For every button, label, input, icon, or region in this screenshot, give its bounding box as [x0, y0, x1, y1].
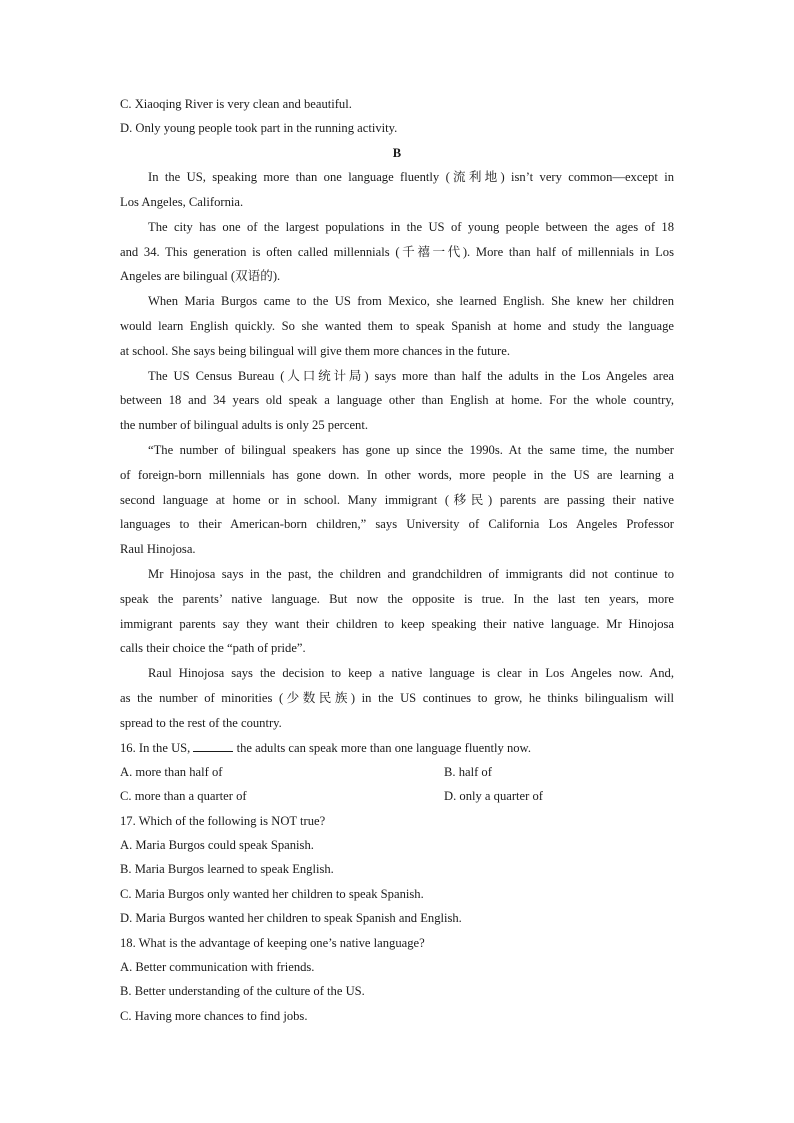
- passage-line: immigrant parents say they want their children to keep speaking their native language. Mr Hinojosa: [120, 616, 674, 631]
- passage-line: Raul Hinojosa.: [120, 542, 196, 557]
- passage-paragraph-5: [120, 438, 674, 562]
- passage-line: second language at home or in school. Many immigrant (移民) parents are passing their native: [120, 492, 674, 507]
- passage-line: Raul Hinojosa says the decision to keep a native language is clear in Los Angeles now. And,: [148, 666, 674, 681]
- passage-line: spread to the rest of the country.: [120, 715, 282, 730]
- passage-line: the number of bilingual adults is only 25 percent.: [120, 418, 368, 433]
- option-c: C. Maria Burgos only wanted her children to speak Spanish.: [120, 886, 424, 901]
- passage-line: Mr Hinojosa says in the past, the children and grandchildren of immigrants did not continue to: [148, 566, 674, 581]
- option-c: C. more than a quarter of: [120, 789, 247, 804]
- passage-line: The US Census Bureau (人口统计局) says more than half the adults in the Los Angeles area: [148, 368, 674, 383]
- option-a: A. more than half of: [120, 764, 223, 779]
- question-16-stem-start: 16. In the US,: [120, 740, 191, 755]
- passage-line: and 34. This generation is often called millennials (千禧一代). More than half of millennials in Los: [120, 244, 674, 259]
- prev-option-d: D. Only young people took part in the running activity.: [120, 121, 398, 136]
- content-column: [120, 92, 674, 1028]
- passage-line: In the US, speaking more than one language fluently (流利地) isn’t very common—except in: [148, 170, 674, 185]
- question-16-stem-end: the adults can speak more than one language fluently now.: [236, 740, 531, 755]
- question-16-options-row-1: [120, 760, 674, 784]
- passage-line: of foreign-born millennials has gone down. In other words, more people in the US are learning a: [120, 467, 674, 482]
- passage-line: When Maria Burgos came to the US from Mexico, she learned English. She knew her children: [148, 294, 674, 309]
- passage-line: calls their choice the “path of pride”.: [120, 641, 306, 656]
- question-16-options-row-2: [120, 784, 674, 808]
- option-b: B. Maria Burgos learned to speak English.: [120, 862, 334, 877]
- section-heading: B: [392, 145, 402, 160]
- prev-option-c: C. Xiaoqing River is very clean and beautiful.: [120, 97, 352, 111]
- passage-line: The city has one of the largest populations in the US of young people between the ages of 18: [148, 219, 674, 234]
- option-c: C. Having more chances to find jobs.: [120, 1008, 308, 1023]
- passage-line: Angeles are bilingual (双语的).: [120, 269, 281, 284]
- passage-paragraph-1: [120, 165, 674, 215]
- question-18-stem: 18. What is the advantage of keeping one’s native language?: [120, 935, 425, 950]
- passage-line: languages to their American-born children,” says University of California Los Angeles Professor: [120, 517, 674, 532]
- option-d: D. Maria Burgos wanted her children to speak Spanish and English.: [120, 911, 462, 926]
- option-a: A. Maria Burgos could speak Spanish.: [120, 838, 314, 853]
- question-17-stem: 17. Which of the following is NOT true?: [120, 813, 326, 828]
- passage-paragraph-3: [120, 289, 674, 363]
- answer-blank: [193, 739, 233, 752]
- passage-line: as the number of minorities (少数民族) in the US continues to grow, he thinks bilingualism will: [120, 690, 674, 705]
- option-d: D. only a quarter of: [444, 789, 543, 804]
- question-16-stem: [120, 736, 674, 760]
- passage-paragraph-6: [120, 562, 674, 661]
- option-b: B. half of: [444, 764, 492, 779]
- option-b: B. Better understanding of the culture of the US.: [120, 984, 365, 999]
- option-a: A. Better communication with friends.: [120, 960, 315, 975]
- passage-line: between 18 and 34 years old speak a language other than English at home. For the whole country,: [120, 393, 674, 408]
- passage-line: speak the parents’ native language. But now the opposite is true. In the last ten years, more: [120, 591, 674, 606]
- passage-line: Los Angeles, California.: [120, 194, 244, 209]
- passage-paragraph-7: [120, 661, 674, 735]
- passage-line: “The number of bilingual speakers has gone up since the 1990s. At the same time, the number: [148, 442, 674, 457]
- passage-line: at school. She says being bilingual will give them more chances in the future.: [120, 343, 510, 358]
- passage-paragraph-4: [120, 364, 674, 438]
- passage-line: would learn English quickly. So she wanted them to speak Spanish at home and study the language: [120, 318, 674, 333]
- passage-paragraph-2: [120, 215, 674, 289]
